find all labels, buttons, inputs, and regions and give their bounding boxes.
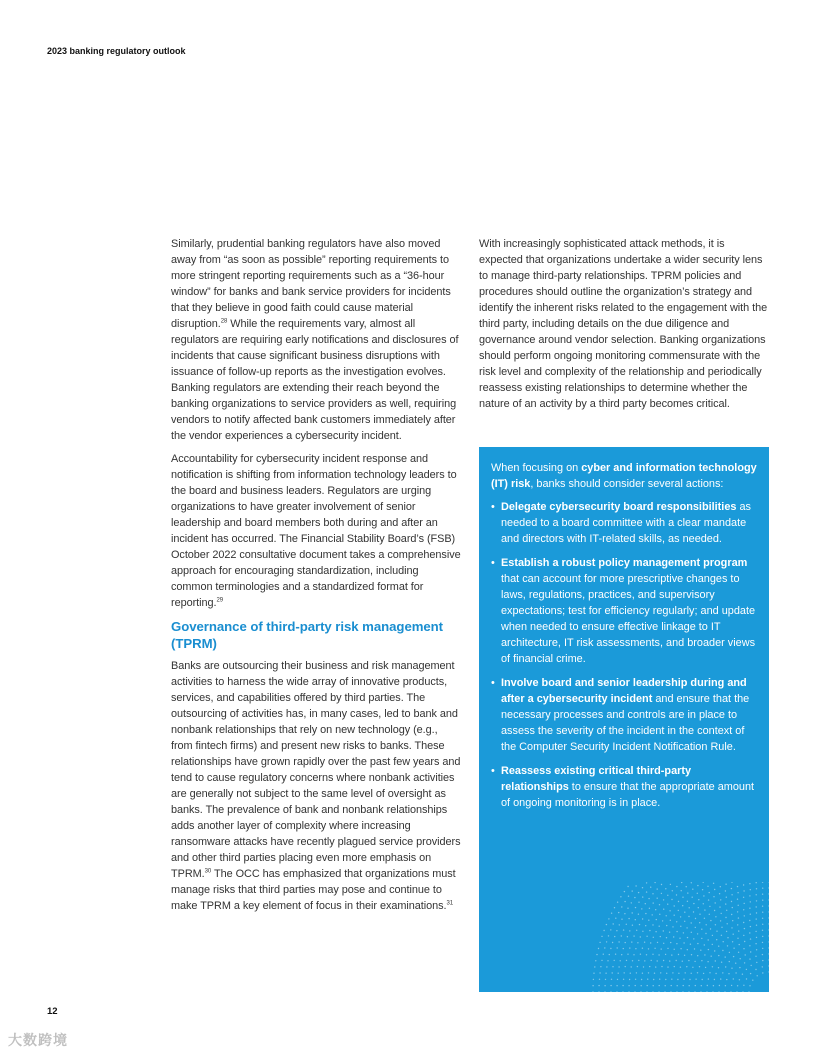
running-header: 2023 banking regulatory outlook bbox=[47, 46, 186, 56]
footnote-ref[interactable]: 28 bbox=[220, 318, 228, 325]
section-heading-tprm: Governance of third-party risk management (TPRM) bbox=[171, 619, 444, 651]
bullet-icon: • bbox=[491, 677, 495, 689]
list-item: • Establish a robust policy management program that can account for more prescriptive changes to laws, regulations, practices, and supervisory expectations; test for efficiency regularly; and update when needed to ensure effective linkage to IT architecture, IT risk assessments, and broader views of financial crime. bbox=[491, 557, 756, 665]
callout-intro: When focusing on cyber and information technology (IT) risk, banks should consider several actions: bbox=[491, 462, 757, 490]
list-item: • Reassess existing critical third-party relationships to ensure that the appropriate amount of ongoing monitoring is in place. bbox=[491, 765, 755, 809]
left-column bbox=[171, 236, 461, 921]
page-number: 12 bbox=[47, 1006, 58, 1017]
bullet-icon: • bbox=[491, 765, 495, 777]
bullet-icon: • bbox=[491, 501, 495, 513]
watermark-logo: 大数跨境 bbox=[8, 1032, 68, 1048]
footnote-ref[interactable]: 31 bbox=[446, 900, 454, 907]
paragraph-reporting-requirements: Similarly, prudential banking regulators have also moved away from “as soon as possible” reporting requirements to more stringent reporting requirements such as a “36-hour window” for banks and bank service providers for incidents that they believe in good faith could cause material disruption.$^{28}$ While the requirements vary, almost all regulators are requiring early notifications and disclosures of incidents that cause significant business disruptions with issuance of follow-up reports as the investigation evolves. Banking regulators are extending their reach beyond the banking organizations to service providers as well, requiring vendors to notify affected bank customers immediately after the vendor experiences a cybersecurity incident. bbox=[171, 238, 459, 442]
callout-box bbox=[479, 447, 769, 992]
list-item: • Involve board and senior leadership during and after a cybersecurity incident and ensure that the necessary processes and controls are in place to assess the severity of the incident in the context of the Computer Security Incident Notification Rule. bbox=[491, 677, 750, 753]
callout-action-list bbox=[491, 499, 757, 811]
footnote-ref[interactable]: 29 bbox=[216, 597, 224, 604]
paragraph-outsourcing: Banks are outsourcing their business and risk management activities to harness the wide array of innovative products, services, and capabilities offered by third parties. The outsourcing of activities has, in many cases, led to bank and nonbank relationships that rely on new technology (e.g., from fintech firms) and present new risks to banks. These relationships have grown rapidly over the past few years and tend to cause regulatory concerns where nonbank activities are generally not subject to the same level of oversight as banks. The prevalence of bank and nonbank relationships adds another layer of complexity where increasing ransomware attacks have recently plagued service providers and other third parties placing even more emphasis on TPRM.$^{30}$ The OCC has emphasized that organizations must manage risks that third parties may pose and continue to make TPRM a key element of focus in their examinations.$^{31}$ bbox=[171, 660, 461, 912]
bullet-icon: • bbox=[491, 557, 495, 569]
paragraph-accountability: Accountability for cybersecurity incident response and notification is shifting from information technology leaders to the board and business leaders. Regulators are urging organizations to have greater involvement of senior leadership and board members both during and after an incident has occurred. The Financial Stability Board’s (FSB) October 2022 consultative document takes a comprehensive approach for encouraging standardization, including common terminologies and a standardized format for reporting.$^{29}$ bbox=[171, 453, 461, 609]
paragraph-security-lens: With increasingly sophisticated attack methods, it is expected that organizations undertake a wider security lens to manage third-party relationships. TPRM policies and procedures should outline the organization’s strategy and identify the inherent risks related to the engagement with the third party, including details on the due diligence and governance around vendor selection. Banking organizations should perform ongoing monitoring commensurate with the risk level and complexity of the relationship and periodically reassess existing relationships to determine whether the nature of an activity by a third party becomes critical. bbox=[479, 238, 768, 410]
right-column bbox=[479, 236, 769, 419]
footnote-ref[interactable]: 30 bbox=[204, 868, 212, 875]
dot-pattern-decoration bbox=[579, 882, 769, 992]
list-item: • Delegate cybersecurity board responsibilities as needed to a board committee with a clear mandate and directors with IT-related skills, as needed. bbox=[491, 501, 751, 545]
